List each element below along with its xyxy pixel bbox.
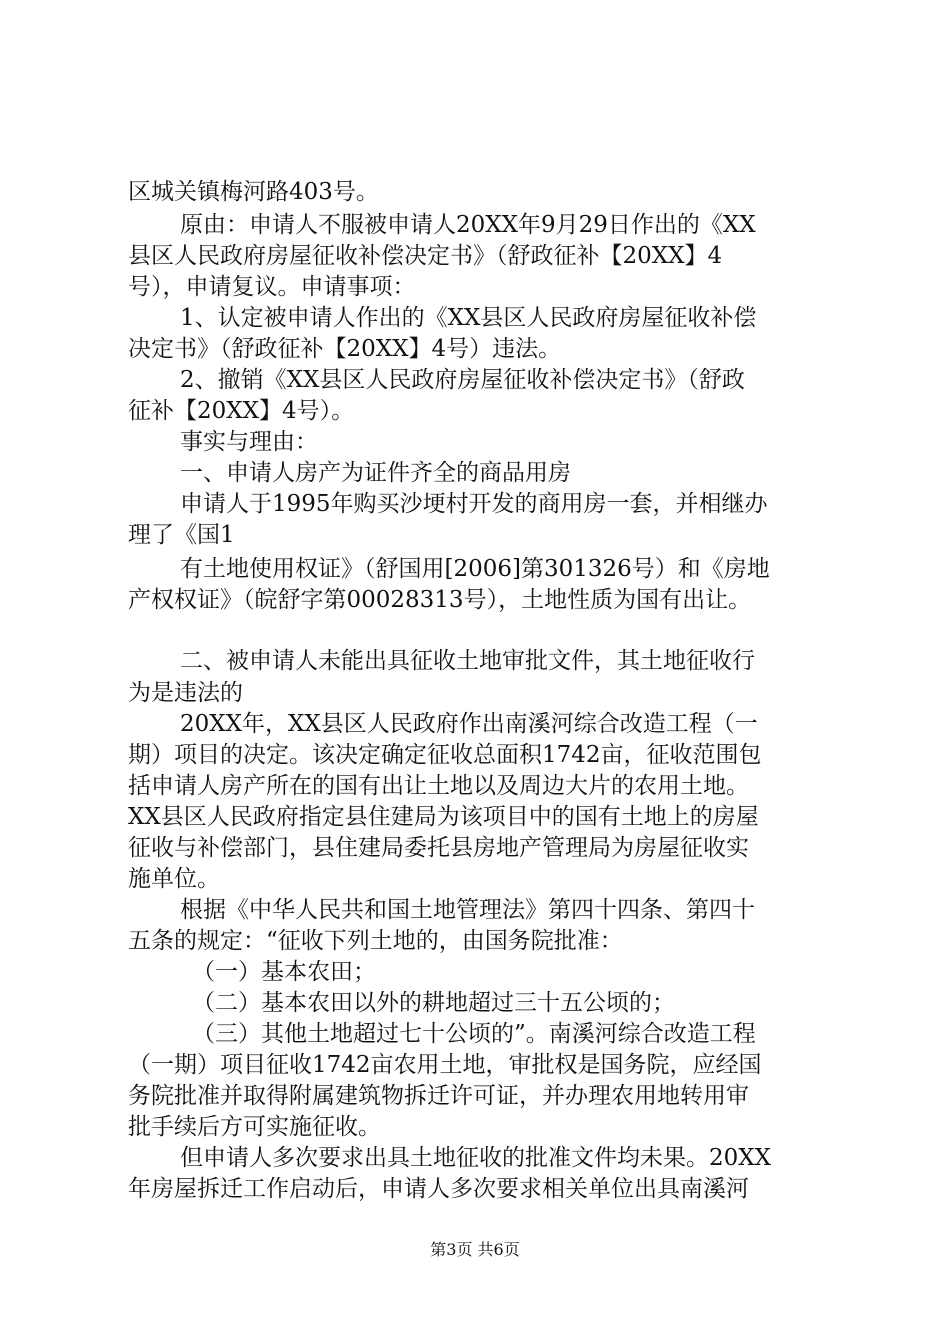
text-line: 2、撤销《XX县区人民政府房屋征收补偿决定书》（舒政 — [180, 367, 745, 393]
section-heading: 事实与理由： — [180, 429, 318, 455]
text-line: 20XX年，XX县区人民政府作出南溪河综合改造工程（一 — [180, 711, 758, 737]
text-line: 1、认定被申请人作出的《XX县区人民政府房屋征收补偿 — [180, 305, 757, 331]
text-line: 施单位。 — [128, 866, 220, 892]
text-line: XX县区人民政府指定县住建局为该项目中的国有土地上的房屋 — [128, 804, 759, 830]
text-line: 号），申请复议。申请事项： — [128, 274, 416, 300]
text-line: 区城关镇梅河路403号。 — [128, 179, 379, 205]
page-number-footer: 第3页 共6页 — [430, 1240, 520, 1259]
text-line: 五条的规定：“征收下列土地的，由国务院批准： — [128, 928, 623, 954]
text-line: 原由：申请人不服被申请人20XX年9月29日作出的《XX — [180, 212, 756, 238]
text-line: 为是违法的 — [128, 680, 243, 706]
section-heading: 一、申请人房产为证件齐全的商品用房 — [180, 460, 571, 486]
text-line: 决定书》（舒政征补【20XX】4号）违法。 — [128, 336, 562, 362]
text-line: 批手续后方可实施征收。 — [128, 1114, 381, 1140]
text-line: 征补【20XX】4号）。 — [128, 398, 355, 424]
section-heading: 二、被申请人未能出具征收土地审批文件，其土地征收行 — [180, 648, 755, 674]
text-line: （一期）项目征收1742亩农用土地，审批权是国务院，应经国 — [128, 1052, 762, 1078]
text-line: 征收与补偿部门，县住建局委托县房地产管理局为房屋征收实 — [128, 835, 749, 861]
text-line: 县区人民政府房屋征收补偿决定书》（舒政征补【20XX】4 — [128, 243, 723, 269]
text-line: 有土地使用权证》（舒国用[2006]第301326号）和《房地 — [180, 556, 770, 582]
list-item: （三）其他土地超过七十公顷的”。南溪河综合改造工程 — [192, 1021, 756, 1047]
text-line: 申请人于1995年购买沙埂村开发的商用房一套，并相继办 — [180, 491, 768, 517]
list-item: （二）基本农田以外的耕地超过三十五公顷的； — [192, 990, 675, 1016]
text-line: 理了《国1 — [128, 522, 235, 548]
list-item: （一）基本农田； — [192, 959, 376, 985]
text-line: 期）项目的决定。该决定确定征收总面积1742亩，征收范围包 — [128, 742, 762, 768]
text-line: 年房屋拆迁工作启动后，申请人多次要求相关单位出具南溪河 — [128, 1176, 749, 1202]
text-line: 括申请人房产所在的国有出让土地以及周边大片的农用土地。 — [128, 773, 749, 799]
text-line: 但申请人多次要求出具土地征收的批准文件均未果。20XX — [180, 1145, 772, 1171]
text-line: 产权权证》（皖舒字第00028313号），土地性质为国有出让。 — [128, 587, 752, 613]
text-line: 根据《中华人民共和国土地管理法》第四十四条、第四十 — [180, 897, 755, 923]
text-line: 务院批准并取得附属建筑物拆迁许可证，并办理农用地转用审 — [128, 1083, 749, 1109]
